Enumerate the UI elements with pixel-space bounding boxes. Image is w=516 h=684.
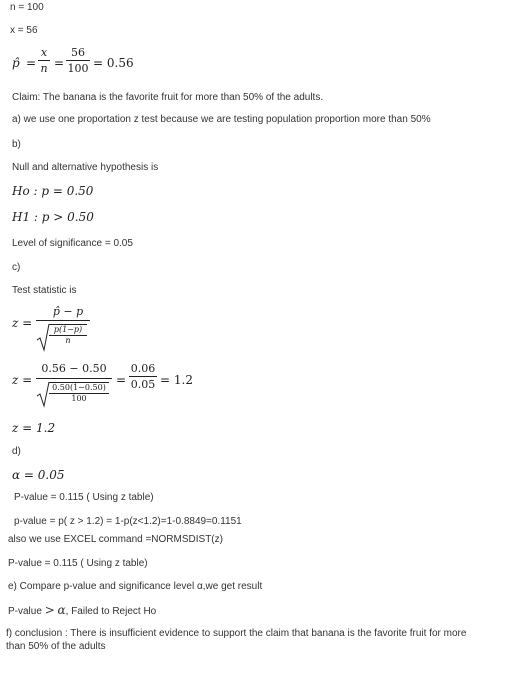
significance-level: Level of significance = 0.05 — [12, 238, 133, 249]
z-equals: z = — [12, 373, 33, 387]
sqrt-radical — [36, 380, 112, 408]
fraction-denominator: n — [40, 62, 48, 75]
p-value-table: P-value = 0.115 ( Using z table) — [14, 492, 154, 503]
fraction-56-over-100 — [66, 46, 90, 75]
sqrt-numerator: 0.50(1−0.50) — [49, 383, 109, 394]
hypothesis-intro: Null and alternative hypothesis is — [12, 162, 159, 173]
p-value-repeat: P-value = 0.115 ( Using z table) — [8, 558, 148, 569]
part-c-label: c) — [12, 262, 21, 273]
phat-result: = 0.56 — [93, 56, 134, 70]
sqrt-numerator: p(1−p) — [49, 325, 87, 336]
sqrt-denominator: n — [65, 336, 71, 345]
calc-fraction-bar — [36, 378, 112, 379]
z-result: = 1.2 — [160, 373, 193, 387]
equals-sign: = — [54, 56, 65, 70]
calc-numerator: 0.56 − 0.50 — [41, 362, 107, 375]
z-value: z = 1.2 — [12, 421, 56, 435]
claim-text: Claim: The banana is the favorite fruit for more than 50% of the adults. — [12, 92, 324, 103]
sqrt-radical — [36, 322, 90, 352]
part-b-label: b) — [12, 139, 21, 150]
result-suffix: , Failed to Reject Ho — [65, 606, 157, 617]
result-prefix: P-value — [8, 606, 42, 617]
fraction-006-over-005 — [129, 362, 157, 391]
p-value-calculation: p-value = p( z > 1.2) = 1-p(z<1.2)=1-0.8849=0.1151 — [14, 516, 242, 527]
equals-sign: = — [116, 373, 127, 387]
fraction-numerator: x — [40, 46, 48, 59]
part-e-text: e) Compare p-value and significance level α,we get result — [8, 581, 263, 592]
z-equals: z = — [12, 316, 33, 330]
fraction-denominator: 0.05 — [130, 378, 156, 391]
equals-sign: = — [26, 56, 37, 70]
alpha-symbol: α — [57, 603, 66, 617]
successes-line: x = 56 — [10, 25, 38, 36]
null-hypothesis: Ho : p = 0.50 — [12, 184, 94, 198]
alpha-value: α = 0.05 — [12, 468, 65, 482]
conclusion-line-1: f) conclusion : There is insufficient evidence to support the claim that banana is the favorite fruit for more — [6, 628, 467, 639]
part-d-label: d) — [12, 446, 21, 457]
fraction-denominator: 100 — [67, 62, 89, 75]
part-a-text: a) we use one proportation z test because we are testing population proportion more than 50% — [12, 114, 431, 125]
alternative-hypothesis: H1 : p > 0.50 — [12, 210, 94, 224]
test-statistic-intro: Test statistic is — [12, 285, 77, 296]
sample-size-line: n = 100 — [10, 2, 44, 13]
formula-fraction-bar — [36, 320, 90, 321]
conclusion-line-2: than 50% of the adults — [6, 641, 106, 652]
phat-symbol: p̂ — [12, 56, 20, 70]
fraction-numerator: 56 — [71, 46, 85, 59]
part-e-result — [8, 604, 156, 618]
excel-command: also we use EXCEL command =NORMSDIST(z) — [8, 534, 223, 545]
formula-numerator: p̂ − p — [52, 305, 84, 318]
fraction-numerator: 0.06 — [130, 362, 156, 375]
sqrt-denominator: 100 — [71, 394, 87, 403]
greater-than-sign: > — [44, 603, 55, 617]
fraction-x-over-n — [38, 46, 50, 75]
